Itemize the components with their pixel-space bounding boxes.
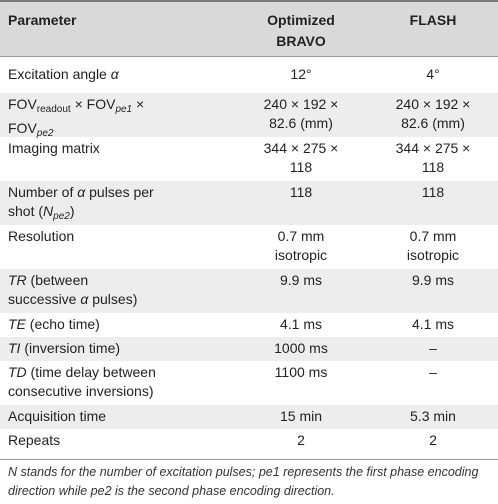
row-parameter xyxy=(8,65,228,84)
flash-line1: 0.7 mm xyxy=(409,228,457,244)
row-flash-value: 2 xyxy=(429,432,437,448)
row-flash-value: 4.1 ms xyxy=(411,316,454,332)
param-td-line1: TD (time delay between xyxy=(8,364,156,380)
flash-line2: 82.6 (mm) xyxy=(401,115,465,131)
param-excitation-label: Excitation angle α xyxy=(8,66,119,82)
flash-line1: 240 × 192 × xyxy=(395,96,471,112)
table-footnote: N stands for the number of excitation pulses; pe1 represents the first phase encoding direction while pe2 is the second phase encoding direction. xyxy=(8,465,479,498)
header-flash: FLASH xyxy=(409,12,457,28)
table-row xyxy=(0,225,498,269)
row-flash-value: – xyxy=(429,364,437,380)
flash-line2: 118 xyxy=(421,159,445,175)
bravo-line1: 0.7 mm xyxy=(277,228,325,244)
bravo-line1: 344 × 275 × xyxy=(263,140,339,156)
table-header xyxy=(0,2,498,56)
row-flash-value: – xyxy=(429,340,437,356)
flash-line1: 344 × 275 × xyxy=(395,140,471,156)
table-row xyxy=(0,93,498,137)
row-bravo-value: 1000 ms xyxy=(274,340,328,356)
row-parameter: Repeats xyxy=(8,432,61,448)
param-tr-line2: successive α pulses) xyxy=(8,291,138,307)
bravo-line2: 82.6 (mm) xyxy=(269,115,333,131)
row-bravo-value: 9.9 ms xyxy=(279,272,322,288)
param-pulses-line1: Number of α pulses per xyxy=(8,184,154,200)
row-flash-value: 118 xyxy=(421,184,445,200)
param-td-line2: consecutive inversions) xyxy=(8,383,154,399)
row-parameter xyxy=(8,339,228,358)
header-optimized-bravo xyxy=(258,10,344,52)
table-row xyxy=(0,63,498,93)
bravo-line2: 118 xyxy=(289,159,313,175)
row-flash-value xyxy=(380,139,486,177)
param-fov-line2: $FOV_{pe2}$ xyxy=(8,120,54,139)
row-flash-value: 4° xyxy=(426,66,440,82)
row-bravo-value: 118 xyxy=(289,184,313,200)
row-parameter xyxy=(8,271,228,309)
header-rule xyxy=(0,56,498,57)
header-bravo-line2: BRAVO xyxy=(276,33,326,49)
table-row xyxy=(0,429,498,457)
row-parameter: Imaging matrix xyxy=(8,140,100,156)
param-ti-label: TI (inversion time) xyxy=(8,340,121,356)
table-row xyxy=(0,361,498,405)
table-row xyxy=(0,313,498,337)
flash-line2: isotropic xyxy=(406,247,460,263)
table-row xyxy=(0,337,498,361)
table-row xyxy=(0,405,498,429)
row-bravo-value: 2 xyxy=(297,432,305,448)
header-parameter: Parameter xyxy=(8,12,77,28)
param-te-label: TE (echo time) xyxy=(8,316,100,332)
row-bravo-value xyxy=(248,139,354,177)
param-tr-line1: TR (between xyxy=(8,272,89,288)
row-bravo-value: 1100 ms xyxy=(274,364,328,380)
row-flash-value: 5.3 min xyxy=(410,408,456,424)
row-bravo-value: 4.1 ms xyxy=(279,316,322,332)
header-bravo-line1: Optimized xyxy=(267,12,335,28)
row-parameter xyxy=(8,363,228,401)
row-parameter xyxy=(8,315,228,334)
row-bravo-value xyxy=(248,227,354,265)
row-parameter: Acquisition time xyxy=(8,408,107,424)
row-parameter xyxy=(8,183,228,226)
bravo-line2: isotropic xyxy=(274,247,328,263)
row-flash-value xyxy=(380,227,486,265)
bravo-line1: 240 × 192 × xyxy=(263,96,339,112)
row-bravo-value: 15 min xyxy=(279,408,323,424)
row-parameter: Resolution xyxy=(8,228,75,244)
table-bottom-rule xyxy=(0,459,498,460)
param-pulses-line2: shot $(N_{pe2})$ xyxy=(8,203,75,222)
row-parameter xyxy=(8,95,228,143)
table-row xyxy=(0,269,498,313)
row-bravo-value: 12° xyxy=(290,66,312,82)
table-row xyxy=(0,181,498,225)
row-flash-value: 9.9 ms xyxy=(411,272,454,288)
table-row xyxy=(0,137,498,181)
row-bravo-value xyxy=(248,95,354,133)
param-fov-line1: $FOV_{readout} \times FOV_{pe1}$ × xyxy=(8,96,145,115)
row-flash-value xyxy=(380,95,486,133)
